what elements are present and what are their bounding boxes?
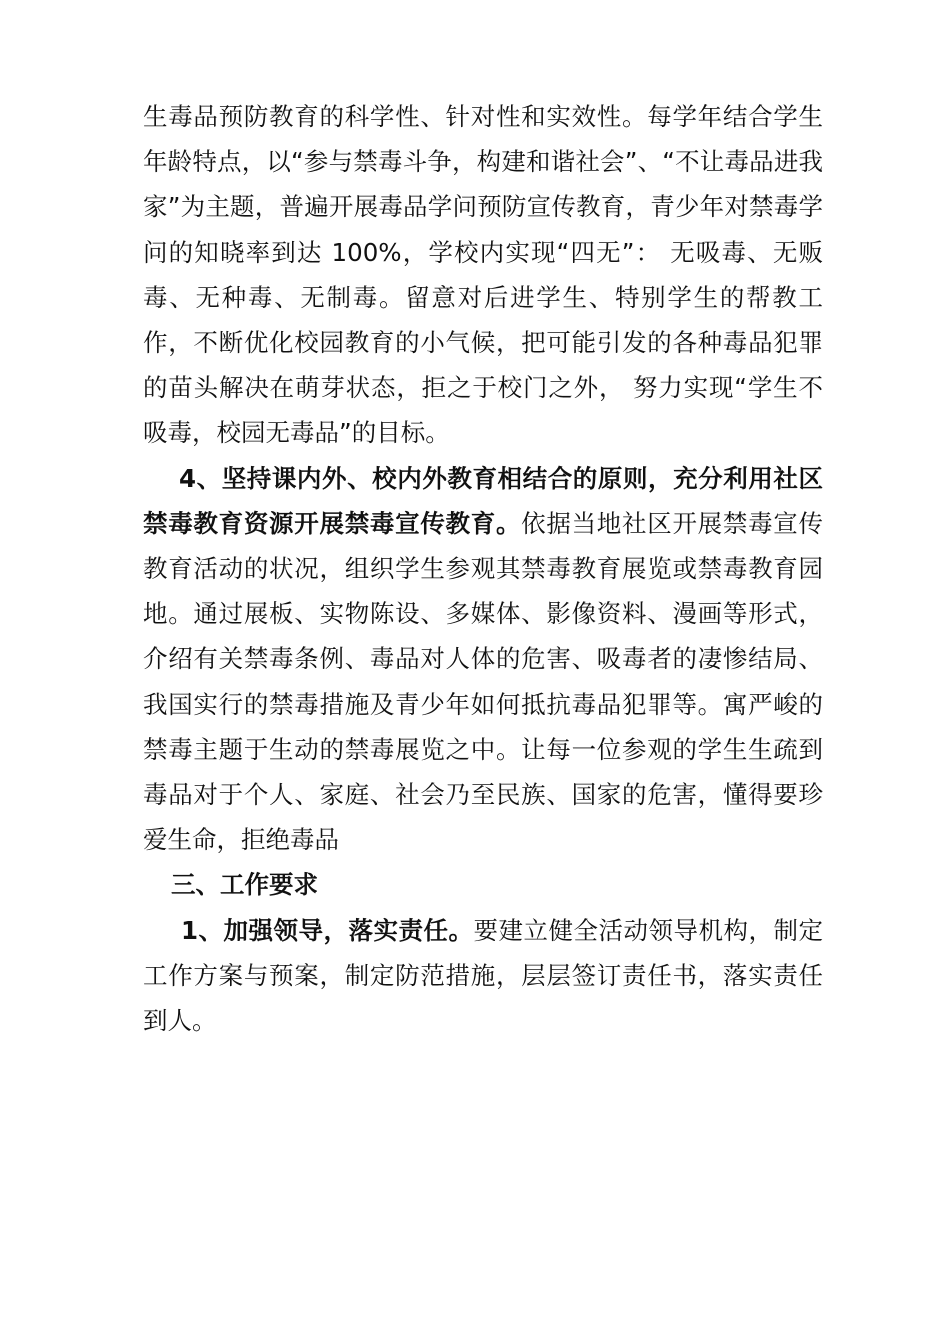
section-heading-work-requirements [143,862,823,907]
paragraph-community-resources [143,456,823,863]
document-page [143,94,823,1043]
paragraph-text: 生毒品预防教育的科学性、针对性和实效性。每学年结合学生年龄特点，以“参与禁毒斗争，构建和谐社会”、“不让毒品进我家”为主题，普遍开展毒品学问预防宣传教育，青少年对禁毒学问的知晓率到达 100%，学校内实现“四无”： 无吸毒、无贩毒、无种毒、无制毒。留意对后进学生、特别学生的帮教工作，不断优化校园教育的小气候，把可能引发的各种毒品犯罪的苗头解决在萌芽状态，拒之于校门之外， 努力实现“学生不吸毒，校园无毒品”的目标。 [143,102,823,448]
paragraph-bold-lead: 4、坚持课内外、校内外教育相结合的原则，充分利用社区禁毒教育资源开展禁毒宣传教育。 [143,463,823,538]
paragraph-text: 要建立健全活动领导机构，制定工作方案与预案，制定防范措施，层层签订责任书，落实责任到人。 [143,915,824,1036]
paragraph-leadership-responsibility [143,908,823,1044]
heading-text: 三、工作要求 [171,870,318,900]
paragraph-prevention-education [143,94,823,456]
paragraph-bold-lead: 1、加强领导，落实责任。 [181,915,474,945]
paragraph-text: 依据当地社区开展禁毒宣传教育活动的状况，组织学生参观其禁毒教育展览或禁毒教育园地。通过展板、实物陈设、多媒体、影像资料、漫画等形式，介绍有关禁毒条例、毒品对人体的危害、吸毒者的凄惨结局、我国实行的禁毒措施及青少年如何抵抗毒品犯罪等。寓严峻的禁毒主题于生动的禁毒展览之中。让每一位参观的学生生疏到毒品对于个人、家庭、社会乃至民族、国家的危害，懂得要珍爱生命，拒绝毒品 [143,508,823,855]
